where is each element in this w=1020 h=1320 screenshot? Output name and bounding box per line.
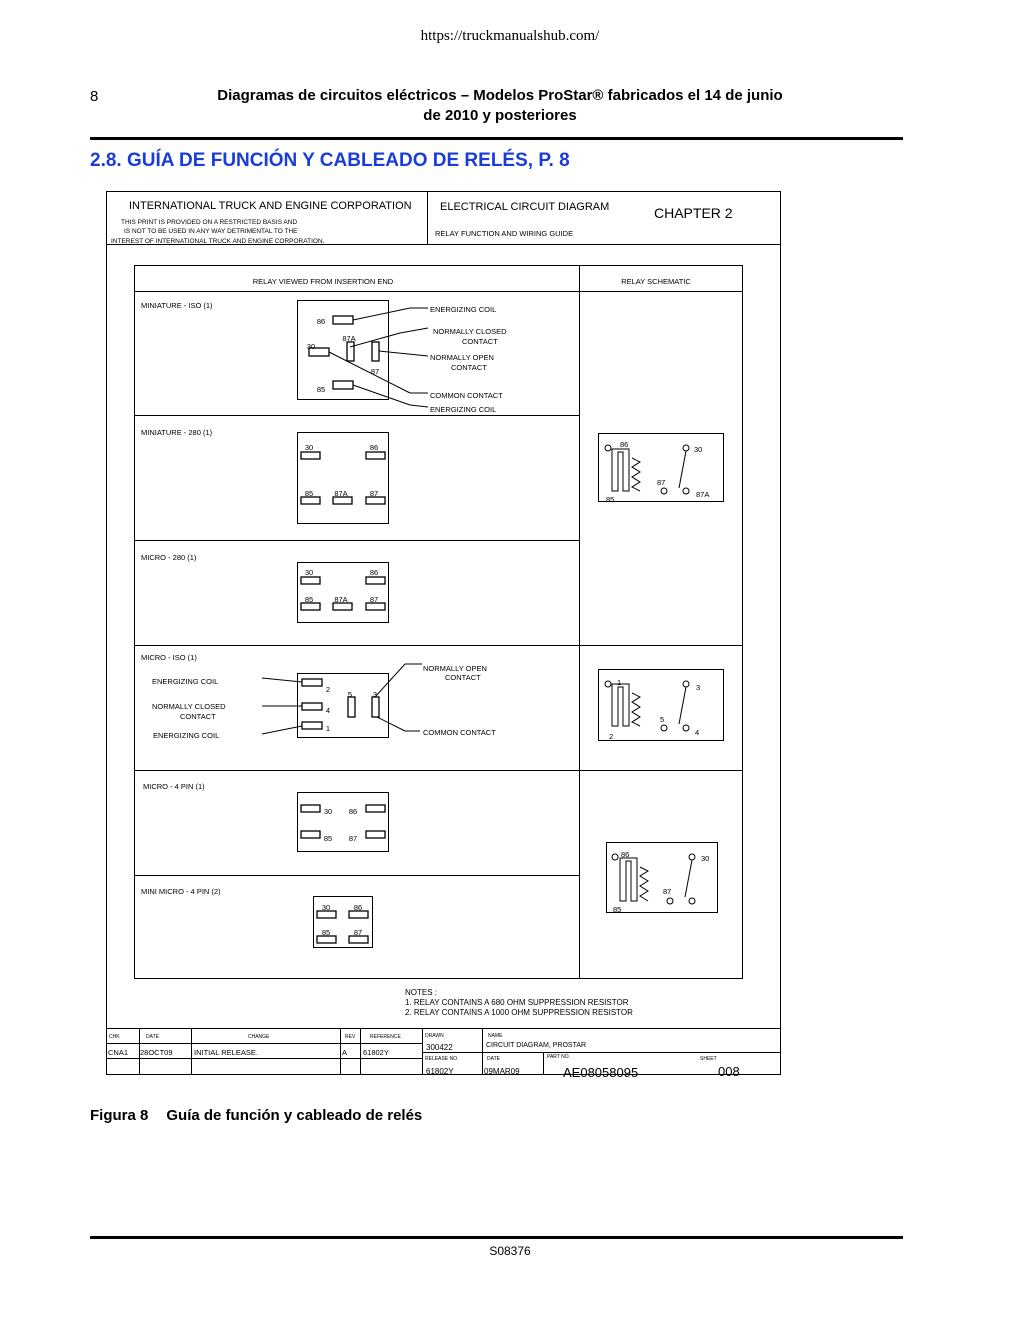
leader-line — [679, 687, 686, 724]
diagram-label: 86 — [369, 568, 379, 577]
col-header-insertion: RELAY VIEWED FROM INSERTION END — [252, 277, 394, 286]
terminal-marker — [689, 854, 695, 860]
diagram-label: 28OCT09 — [140, 1048, 173, 1057]
pin-outline — [302, 679, 322, 686]
diagram-label: 87 — [369, 595, 379, 604]
pin-outline — [366, 577, 385, 584]
diagram-label: 87 — [348, 834, 358, 843]
pin-outline — [347, 342, 354, 361]
terminal-marker — [661, 725, 667, 731]
diagram-label: 5 — [660, 715, 665, 724]
diagram-group — [298, 793, 389, 852]
diagram-label: CONTACT — [451, 363, 487, 372]
pin-outline — [301, 603, 320, 610]
relay-micro-280 — [141, 553, 389, 623]
diagram-label: CHK — [109, 1034, 120, 1040]
terminal-marker — [683, 445, 689, 451]
diagram-label: ENERGIZING COIL — [153, 731, 220, 740]
document-title-line-2: de 2010 y posteriores — [423, 107, 577, 124]
terminal-marker — [605, 445, 611, 451]
diagram-label: 85 — [321, 928, 331, 937]
relay-name: MINI MICRO - 4 PIN (2) — [141, 887, 221, 896]
diagram-label: PART NO. — [547, 1054, 571, 1060]
coil-symbol — [612, 449, 629, 491]
pin-outline — [301, 497, 320, 504]
diagram-label: 008 — [718, 1064, 740, 1079]
diagram-label: 30 — [304, 568, 314, 577]
diagram-label: ENERGIZING COIL — [152, 677, 219, 686]
pin-outline — [366, 805, 385, 812]
diagram-label: NAME — [488, 1033, 503, 1039]
relay-table — [135, 266, 743, 979]
diagram-label: 87 — [353, 928, 363, 937]
leader-line — [400, 328, 428, 333]
notes-title: NOTES : — [405, 988, 438, 997]
leader-line — [379, 351, 428, 356]
diagram-label: AE08058095 — [563, 1065, 639, 1080]
pin-outline — [348, 697, 355, 717]
diagram-label: 30 — [323, 807, 333, 816]
diagram-label: 87 — [370, 367, 380, 376]
relay-name: MINIATURE - ISO (1) — [141, 301, 213, 310]
diagram-label: 30 — [321, 903, 331, 912]
relay-name: MICRO - 4 PIN (1) — [143, 782, 205, 791]
diagram-label: 4 — [325, 706, 331, 715]
diagram-label: DRAWN — [425, 1033, 444, 1039]
figure-text: Guía de función y cableado de relés — [166, 1107, 423, 1124]
diagram-label: 86 — [369, 443, 379, 452]
diagram-label: 30 — [694, 445, 703, 454]
diagram-label: 85 — [316, 385, 326, 394]
diagram-label: 30 — [306, 342, 316, 351]
source-url: https://truckmanualshub.com/ — [420, 28, 600, 44]
note-2: 2. RELAY CONTAINS A 1000 OHM SUPPRESSION RESISTOR — [405, 1008, 633, 1017]
pin-outline — [298, 674, 389, 738]
terminal-marker — [683, 725, 689, 731]
leader-line — [262, 678, 302, 682]
diagram-label: 87 — [663, 887, 672, 896]
diagram-label: 30 — [701, 854, 710, 863]
diagram-label: 87 — [369, 489, 379, 498]
document-title-line-1: Diagramas de circuitos eléctricos – Modelos ProStar® fabricados el 14 de junio — [217, 87, 783, 104]
diagram-label: NORMALLY CLOSED — [152, 702, 226, 711]
figure-label: Figura 8 — [90, 1107, 149, 1124]
pin-outline — [302, 703, 322, 710]
diagram-label: RELEASE NO. — [425, 1056, 459, 1062]
relay-name: MICRO - ISO (1) — [141, 653, 197, 662]
diagram-label: 30 — [304, 443, 314, 452]
pin-outline — [333, 316, 353, 324]
page-number: 8 — [90, 88, 99, 105]
footer-rule — [90, 1236, 903, 1239]
diagram-frame — [107, 192, 781, 1075]
pin-outline — [333, 497, 352, 504]
diagram-label: 61802Y — [363, 1048, 389, 1057]
diagram-label: CHANGE — [248, 1034, 270, 1040]
terminal-marker — [661, 488, 667, 494]
terminal-marker — [689, 898, 695, 904]
guide-name: RELAY FUNCTION AND WIRING GUIDE — [435, 229, 574, 238]
pin-outline — [301, 805, 320, 812]
diagram-label: CONTACT — [445, 673, 481, 682]
diagram-label: INITIAL RELEASE. — [194, 1048, 258, 1057]
pin-outline — [301, 831, 320, 838]
diagram-group — [298, 674, 389, 738]
terminal-marker — [683, 488, 689, 494]
pin-outline — [366, 603, 385, 610]
leader-line — [377, 717, 405, 731]
resistor-symbol — [632, 693, 640, 726]
leader-line — [262, 726, 302, 734]
diagram-label: A — [342, 1048, 348, 1057]
diagram-label: SHEET — [700, 1056, 717, 1062]
diagram-label: CIRCUIT DIAGRAM, PROSTAR — [486, 1042, 587, 1049]
leader-line — [679, 451, 686, 488]
pin-outline — [366, 497, 385, 504]
diagram-label: 5 — [347, 690, 353, 699]
chapter-label: CHAPTER 2 — [654, 205, 733, 221]
diagram-label: 85 — [304, 489, 314, 498]
pin-outline — [301, 577, 320, 584]
diagram-label: 3 — [696, 683, 701, 692]
terminal-marker — [605, 681, 611, 687]
diagram-label: REFERENCE — [370, 1034, 401, 1040]
diagram-label: 85 — [304, 595, 314, 604]
diagram-label: 86 — [348, 807, 358, 816]
section-title: 2.8. GUÍA DE FUNCIÓN Y CABLEADO DE RELÉS, P. 8 — [90, 150, 570, 171]
restricted-line-2: IS NOT TO BE USED IN ANY WAY DETRIMENTAL TO THE — [124, 228, 298, 235]
relay-miniature-iso — [141, 301, 507, 415]
diagram-label: 87A — [334, 489, 348, 498]
diagram-label: ENERGIZING COIL — [430, 405, 497, 414]
relay-micro-iso — [141, 653, 496, 740]
diagram-label: 1 — [325, 724, 331, 733]
pin-outline — [372, 697, 379, 717]
leader-line — [372, 664, 405, 699]
diagram-label: 2 — [609, 732, 614, 741]
diagram-label: 2 — [325, 685, 331, 694]
diagram-label: 61802Y — [426, 1067, 454, 1076]
pin-outline — [349, 936, 368, 943]
diagram-label: 300422 — [426, 1043, 453, 1052]
figure-caption — [90, 1107, 422, 1124]
leader-line — [685, 860, 692, 897]
diagram-label: 86 — [621, 850, 630, 859]
restricted-line-1: THIS PRINT IS PROVIDED ON A RESTRICTED BASIS AND — [121, 219, 298, 226]
coil-symbol — [620, 858, 637, 901]
diagram-label: CONTACT — [180, 712, 216, 721]
diagram-label: 86 — [316, 317, 326, 326]
title-block — [108, 1033, 740, 1080]
relay-miniature-280 — [141, 428, 389, 524]
diagram-label: 85 — [606, 495, 615, 504]
diagram-group — [262, 664, 422, 734]
terminal-marker — [612, 854, 618, 860]
pin-outline — [333, 381, 353, 389]
pin-outline — [366, 831, 385, 838]
diagram-label: ENERGIZING COIL — [430, 305, 497, 314]
note-1: 1. RELAY CONTAINS A 680 OHM SUPPRESSION RESISTOR — [405, 998, 629, 1007]
relay-name: MICRO - 280 (1) — [141, 553, 197, 562]
pin-outline — [366, 452, 385, 459]
diagram-group — [107, 192, 781, 1075]
pin-outline — [298, 793, 389, 852]
coil-symbol — [612, 684, 629, 726]
diagram-label: COMMON CONTACT — [430, 391, 503, 400]
diagram-label: 86 — [620, 440, 629, 449]
leader-line — [329, 352, 410, 393]
relay-micro-4pin — [143, 782, 389, 852]
pin-outline — [333, 603, 352, 610]
diagram-label: NORMALLY OPEN — [430, 353, 494, 362]
pin-outline — [302, 722, 322, 729]
company-name: INTERNATIONAL TRUCK AND ENGINE CORPORATION — [129, 200, 412, 212]
diagram-label: DATE — [487, 1056, 500, 1062]
terminal-marker — [683, 681, 689, 687]
diagram-label: 87A — [696, 490, 710, 499]
footer-code: S08376 — [489, 1244, 531, 1258]
diagram-label: 1 — [617, 678, 622, 687]
diagram-label: CNA1 — [108, 1048, 129, 1057]
diagram-label: REV — [345, 1034, 356, 1040]
diagram-label: DATE — [146, 1034, 159, 1040]
diagram-label: 09MAR09 — [484, 1067, 520, 1076]
col-header-schematic: RELAY SCHEMATIC — [621, 277, 691, 286]
diagram-label: 87A — [342, 334, 356, 343]
diagram-label: 85 — [323, 834, 333, 843]
relay-name: MINIATURE - 280 (1) — [141, 428, 213, 437]
diagram-label: 3 — [372, 690, 378, 699]
relay-mini-micro-4pin — [141, 887, 373, 948]
leader-line — [350, 333, 400, 347]
pin-outline — [317, 936, 336, 943]
leader-line — [410, 405, 428, 407]
resistor-symbol — [640, 867, 648, 901]
resistor-symbol — [632, 458, 640, 491]
leader-line — [353, 308, 410, 320]
diagram-label: 86 — [353, 903, 363, 912]
diagram-label: NORMALLY OPEN — [423, 664, 487, 673]
diagram-label: 4 — [695, 728, 700, 737]
leader-line — [353, 385, 410, 405]
pin-outline — [349, 911, 368, 918]
diagram-label: NORMALLY CLOSED — [433, 327, 507, 336]
pin-outline — [317, 911, 336, 918]
diagram-label: 85 — [613, 905, 622, 914]
diagram-label: 87A — [334, 595, 348, 604]
pin-outline — [372, 342, 379, 361]
diagram-label: 87 — [657, 478, 666, 487]
pin-outline — [301, 452, 320, 459]
diagram-type: ELECTRICAL CIRCUIT DIAGRAM — [440, 201, 610, 213]
restricted-line-3: INTEREST OF INTERNATIONAL TRUCK AND ENGINE CORPORATION. — [111, 238, 325, 245]
diagram-label: COMMON CONTACT — [423, 728, 496, 737]
terminal-marker — [667, 898, 673, 904]
diagram-label: CONTACT — [462, 337, 498, 346]
